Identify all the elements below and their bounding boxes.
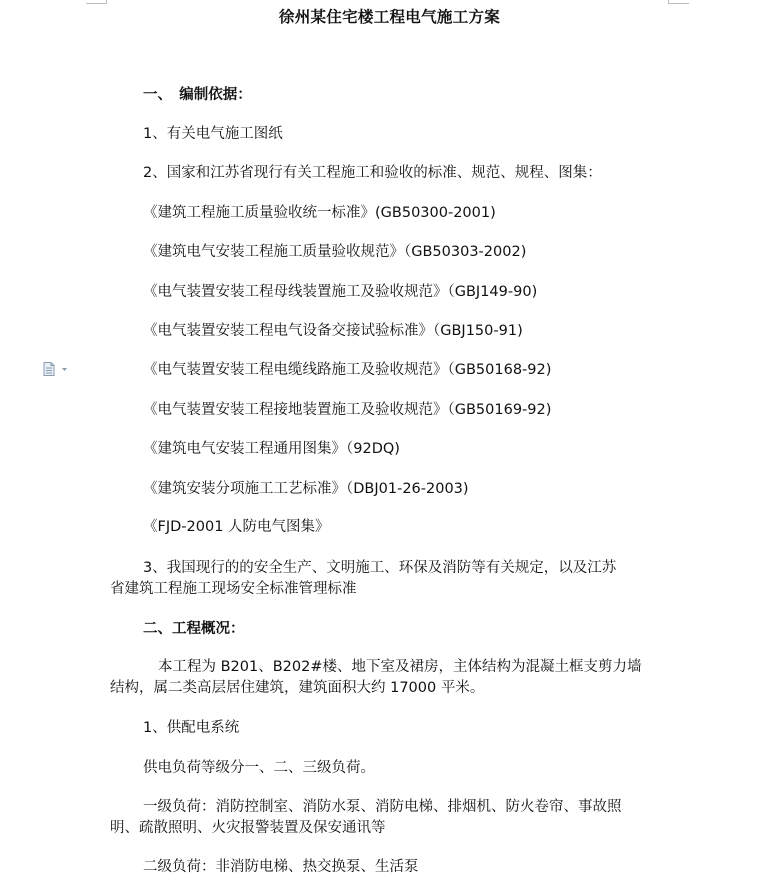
basis-item-3-line-2: 省建筑工程施工现场安全标准管理标准 [110,581,357,597]
level1-load-line-1: 一级负荷：消防控制室、消防水泵、消防电梯、排烟机、防火卷帘、事故照 [143,799,622,815]
subsection-power-supply: 1、供配电系统 [143,720,240,736]
standard-item: 《建筑电气安装工程通用图集》（92DQ) [143,441,400,457]
overview-line-1: 本工程为 B201、B202#楼、地下室及裙房，主体结构为混凝土框支剪力墙 [158,659,642,675]
level1-load-line-2: 明、疏散照明、火灾报警装置及保安通讯等 [110,820,386,836]
section-heading-basis: 一、 编制依据： [143,87,252,103]
section-heading-overview: 二、工程概况： [143,621,245,637]
standard-item: 《电气装置安装工程接地装置施工及验收规范》（GB50169-92) [143,402,552,418]
document-icon[interactable] [43,361,69,375]
standard-item: 《FJD-2001 人防电气图集》 [143,519,330,535]
standard-item: 《电气装置安装工程电气设备交接试验标准》（GBJ150-91) [143,323,523,339]
page-corner-mark-left [86,0,107,4]
standard-item: 《建筑工程施工质量验收统一标准》(GB50300-2001) [143,205,496,221]
document-title: 徐州某住宅楼工程电气施工方案 [278,8,501,26]
basis-item-2: 2、国家和江苏省现行有关工程施工和验收的标准、规范、规程、图集： [143,165,602,181]
page-corner-mark-right [668,0,689,4]
standard-item: 《电气装置安装工程电缆线路施工及验收规范》（GB50168-92) [143,362,552,378]
standard-item: 《建筑电气安装工程施工质量验收规范》（GB50303-2002) [143,244,527,260]
basis-item-3-line-1: 3、我国现行的的安全生产、文明施工、环保及消防等有关规定，以及江苏 [143,560,617,576]
level2-load-partial: 二级负荷：非消防电梯、热交换泵、生活泵 [143,859,419,875]
load-levels: 供电负荷等级分一、二、三级负荷。 [143,760,375,776]
basis-item-1: 1、有关电气施工图纸 [143,126,283,142]
standard-item: 《电气装置安装工程母线装置施工及验收规范》（GBJ149-90) [143,284,538,300]
standard-item: 《建筑安装分项施工工艺标准》（DBJ01-26-2003) [143,481,469,497]
overview-line-2: 结构，属二类高层居住建筑，建筑面积大约 17000 平米。 [110,680,485,696]
